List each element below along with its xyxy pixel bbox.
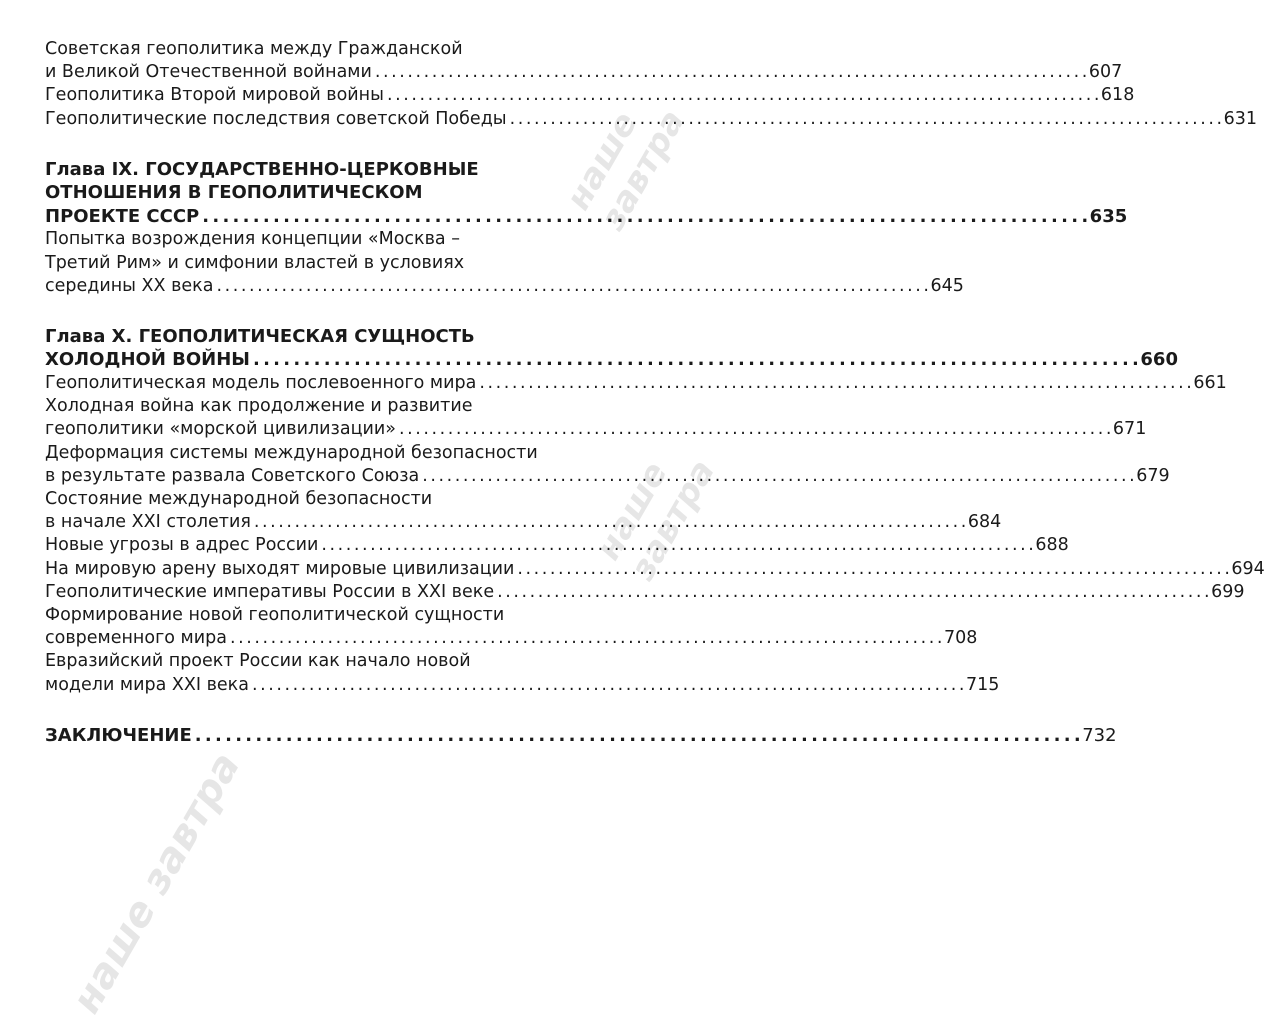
entry-title: На мировую арену выходят мировые цивилизации: [45, 558, 515, 579]
toc-entry[interactable]: [45, 84, 1135, 107]
chapter-title: ХОЛОДНОЙ ВОЙНЫ: [45, 349, 250, 371]
dot-leader: [252, 674, 963, 697]
entry-title: в результате развала Советского Союза: [45, 465, 420, 486]
page-number: 635: [1089, 205, 1128, 227]
chapter-title: Глава IX. ГОСУДАРСТВЕННО-ЦЕРКОВНЫЕ: [45, 158, 479, 180]
dot-leader: [422, 465, 1133, 488]
entry-title: в начале XXI столетия: [45, 512, 251, 533]
page-number: 618: [1100, 85, 1135, 106]
entry-title: Новые угрозы в адрес России: [45, 535, 319, 556]
chapter-title: ОТНОШЕНИЯ В ГЕОПОЛИТИЧЕСКОМ: [45, 182, 423, 204]
dot-leader: [479, 372, 1190, 395]
toc-entry[interactable]: [45, 372, 1227, 395]
dot-leader: [497, 581, 1208, 604]
toc-entry[interactable]: [45, 488, 1002, 534]
dot-leader: [230, 627, 941, 650]
entry-title: Советская геополитика между Гражданской: [45, 39, 463, 59]
dot-leader: [375, 61, 1086, 84]
page-number: 607: [1088, 62, 1123, 83]
conclusion-title: ЗАКЛЮЧЕНИЕ: [45, 724, 192, 746]
page-number: 679: [1136, 465, 1170, 486]
page-number: 732: [1082, 724, 1117, 746]
entry-title: Деформация системы международной безопасности: [45, 442, 538, 463]
page-number: 684: [967, 512, 1002, 533]
entry-title: Геополитика Второй мировой войны: [45, 85, 384, 106]
toc-entry[interactable]: [45, 395, 1147, 441]
toc-entry[interactable]: [45, 650, 1000, 696]
page-number: 688: [1035, 535, 1069, 556]
entry-title: Холодная война как продолжение и развитие: [45, 396, 473, 417]
toc-conclusion[interactable]: [45, 724, 1117, 748]
entry-title: геополитики «морской цивилизации»: [45, 419, 396, 440]
toc-entry[interactable]: [45, 581, 1245, 604]
toc-entry[interactable]: [45, 38, 1123, 84]
entry-title: середины XX века: [45, 275, 214, 296]
chapter-title: Глава X. ГЕОПОЛИТИЧЕСКАЯ СУЩНОСТЬ: [45, 325, 475, 347]
chapter-title: ПРОЕКТЕ СССР: [45, 205, 200, 227]
dot-leader: [195, 724, 1079, 748]
entry-title: Состояние международной безопасности: [45, 488, 433, 509]
entry-title: Геополитические императивы России в XXI веке: [45, 581, 495, 602]
page-number: 661: [1193, 372, 1227, 393]
toc-chapter-10[interactable]: [45, 325, 1178, 372]
dot-leader: [202, 205, 1086, 229]
page-number: 715: [965, 674, 1000, 695]
dot-leader: [216, 275, 927, 298]
entry-title: Евразийский проект России как начало новой: [45, 651, 471, 672]
entry-title: современного мира: [45, 628, 227, 649]
toc-entry[interactable]: [45, 534, 1069, 557]
entry-title: Геополитические последствия советской Победы: [45, 108, 507, 129]
dot-leader: [399, 418, 1110, 441]
toc-entry[interactable]: [45, 558, 1265, 581]
entry-title: Третий Рим» и симфонии властей в условиях: [45, 252, 465, 273]
page-number: 694: [1231, 558, 1265, 579]
page-number: 699: [1211, 581, 1245, 602]
watermark: наше завтра: [588, 453, 724, 587]
toc-entry[interactable]: [45, 108, 1258, 131]
entry-title: модели мира XXI века: [45, 674, 249, 695]
watermark: наше завтра: [558, 103, 694, 237]
dot-leader: [254, 511, 965, 534]
toc-entry[interactable]: [45, 604, 978, 650]
entry-title: Формирование новой геополитической сущности: [45, 604, 505, 625]
page-number: 671: [1112, 419, 1147, 440]
dot-leader: [321, 534, 1032, 557]
watermark: наше завтра: [63, 744, 250, 1021]
page-number: 660: [1140, 349, 1178, 371]
page-number: 708: [943, 628, 978, 649]
toc-entry[interactable]: [45, 442, 1170, 488]
entry-title: и Великой Отечественной войнами: [45, 62, 372, 83]
dot-leader: [253, 348, 1137, 372]
page-number: 631: [1223, 108, 1258, 129]
dot-leader: [517, 558, 1228, 581]
toc-entry[interactable]: [45, 228, 964, 298]
dot-leader: [510, 108, 1221, 131]
page-number: 645: [930, 275, 964, 296]
dot-leader: [387, 84, 1098, 107]
entry-title: Попытка возрождения концепции «Москва –: [45, 229, 460, 250]
entry-title: Геополитическая модель послевоенного мира: [45, 372, 477, 393]
